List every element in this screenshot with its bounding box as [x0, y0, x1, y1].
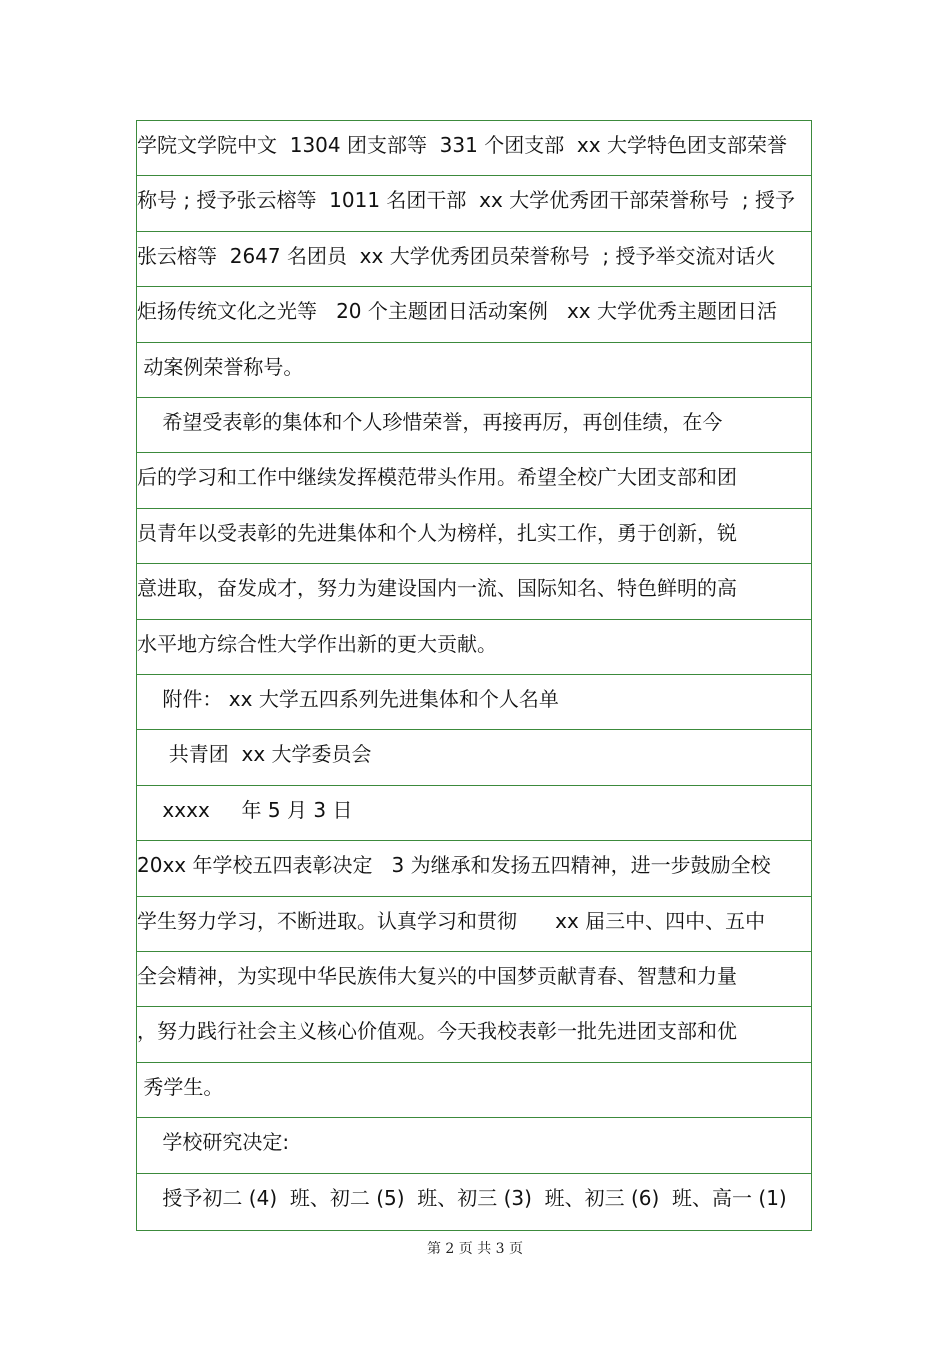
document-line	[137, 786, 811, 841]
line-text: 称号 ; 授予张云榕等 1011 名团干部 xx 大学优秀团干部荣誉称号 ; 授予	[137, 188, 795, 213]
document-line	[137, 952, 811, 1007]
line-text: 共青团 xx 大学委员会	[137, 742, 372, 767]
line-text: 炬扬传统文化之光等 20 个主题团日活动案例 xx 大学优秀主题团日活	[137, 299, 777, 324]
line-text: 全会精神，为实现中华民族伟大复兴的中国梦贡献青春、智慧和力量	[137, 964, 737, 988]
line-text: ，努力践行社会主义核心价值观。今天我校表彰一批先进团支部和优	[137, 1019, 737, 1044]
document-line	[137, 897, 811, 952]
document-line	[137, 453, 811, 508]
line-text: 动案例荣誉称号。	[137, 354, 304, 379]
document-line	[137, 841, 811, 896]
document-line	[137, 730, 811, 785]
line-text: 张云榕等 2647 名团员 xx 大学优秀团员荣誉称号 ; 授予举交流对话火	[137, 243, 776, 268]
line-text: 秀学生。	[137, 1074, 224, 1099]
document-line	[137, 620, 811, 675]
line-text: xxxx 年 5 月 3 日	[137, 797, 353, 822]
document-line	[137, 232, 811, 287]
document-line	[137, 509, 811, 564]
document-line	[137, 343, 811, 398]
line-text: 20xx 年学校五四表彰决定 3 为继承和发扬五四精神，进一步鼓励全校	[137, 853, 771, 878]
page-footer: 第 2 页 共 3 页	[426, 1241, 524, 1257]
document-line	[137, 287, 811, 342]
line-text: 学生努力学习，不断进取。认真学习和贯彻 xx 届三中、四中、五中	[137, 908, 766, 933]
document-line	[137, 564, 811, 619]
line-text: 授予初二 (4) 班、初二 (5) 班、初三 (3) 班、初三 (6) 班、高一 (1)	[137, 1185, 787, 1210]
line-text: 意进取，奋发成才，努力为建设国内一流、国际知名、特色鲜明的高	[137, 576, 737, 601]
document-line	[137, 398, 811, 453]
line-text: 水平地方综合性大学作出新的更大贡献。	[137, 631, 497, 656]
document-table	[136, 120, 812, 1231]
document-line	[137, 1174, 811, 1229]
document-line	[137, 1007, 811, 1062]
line-text: 附件： xx 大学五四系列先进集体和个人名单	[137, 687, 559, 711]
document-line	[137, 176, 811, 231]
document-line	[137, 1118, 811, 1173]
line-text: 后的学习和工作中继续发挥模范带头作用。希望全校广大团支部和团	[137, 465, 737, 490]
document-line	[137, 675, 811, 730]
line-text: 希望受表彰的集体和个人珍惜荣誉，再接再厉，再创佳绩，在今	[137, 410, 723, 434]
document-line	[137, 121, 811, 176]
line-text: 学校研究决定:	[137, 1130, 290, 1155]
document-line	[137, 1063, 811, 1118]
line-text: 学院文学院中文 1304 团支部等 331 个团支部 xx 大学特色团支部荣誉	[137, 133, 787, 157]
line-text: 员青年以受表彰的先进集体和个人为榜样，扎实工作，勇于创新，锐	[137, 520, 737, 545]
